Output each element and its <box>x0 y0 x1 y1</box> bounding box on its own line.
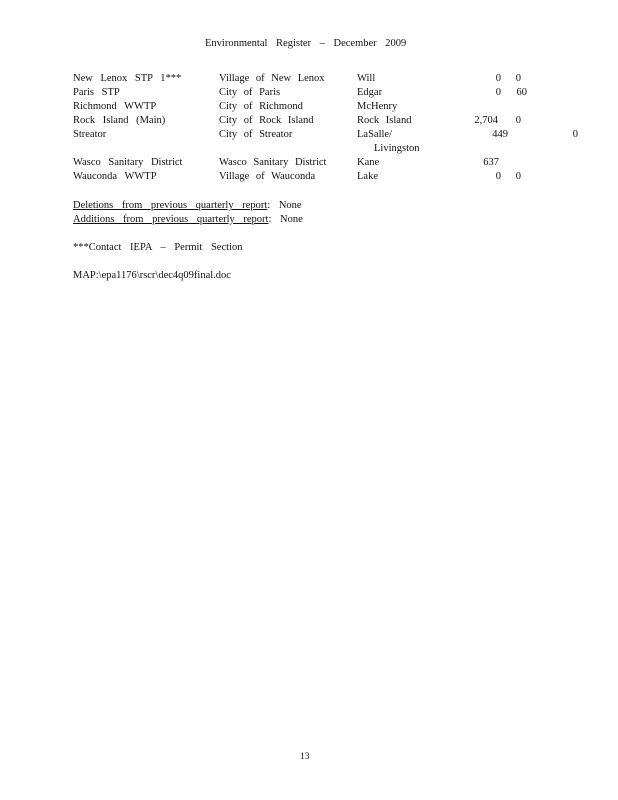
additions-value: : None <box>268 214 303 225</box>
value-col5: 0 <box>515 171 521 182</box>
county-name: Lake <box>357 171 378 182</box>
value-col4: 0 <box>495 73 501 84</box>
deletions-note <box>73 200 302 212</box>
owner-name: City of Paris <box>219 87 281 98</box>
facility-name: Rock Island (Main) <box>73 115 166 126</box>
contact-note: ***Contact IEPA – Permit Section <box>73 242 243 253</box>
facility-name: Richmond WWTP <box>73 101 157 112</box>
file-path: MAP:\epa1176\rscr\dec4q09final.doc <box>73 270 231 281</box>
county-name: Will <box>357 73 376 84</box>
county-name: Edgar <box>357 87 383 98</box>
county-name: LaSalle/ <box>357 129 392 140</box>
value-col5: 60 <box>516 87 527 98</box>
owner-name: City of Rock Island <box>219 115 314 126</box>
additions-label: Additions from previous quarterly report <box>73 214 269 225</box>
value-col4: 0 <box>495 171 501 182</box>
owner-name: Wasco Sanitary District <box>219 157 327 168</box>
page-number: 13 <box>300 752 310 762</box>
facility-name: Streator <box>73 129 107 140</box>
value-col4: 2,704 <box>474 115 498 126</box>
owner-name: City of Richmond <box>219 101 303 112</box>
owner-name: Village of Wauconda <box>219 171 316 182</box>
county-name: McHenry <box>357 101 398 112</box>
owner-name: Village of New Lenox <box>219 73 325 84</box>
value-col6: 0 <box>572 129 578 140</box>
deletions-label: Deletions from previous quarterly report <box>73 200 268 211</box>
value-col4: 637 <box>483 157 499 168</box>
county-name: Kane <box>357 157 380 168</box>
facility-name: Wasco Sanitary District <box>73 157 183 168</box>
value-col5: 0 <box>515 115 521 126</box>
additions-note <box>73 214 303 226</box>
page-title: Environmental Register – December 2009 <box>205 38 407 49</box>
county-name-continued: Livingston <box>374 143 420 154</box>
owner-name: City of Streator <box>219 129 293 140</box>
facility-name: Paris STP <box>73 87 120 98</box>
county-name: Rock Island <box>357 115 412 126</box>
deletions-value: : None <box>267 200 302 211</box>
facility-name: New Lenox STP 1*** <box>73 73 182 84</box>
value-col4: 0 <box>495 87 501 98</box>
value-col4: 449 <box>492 129 508 140</box>
facility-name: Wauconda WWTP <box>73 171 157 182</box>
value-col5: 0 <box>515 73 521 84</box>
